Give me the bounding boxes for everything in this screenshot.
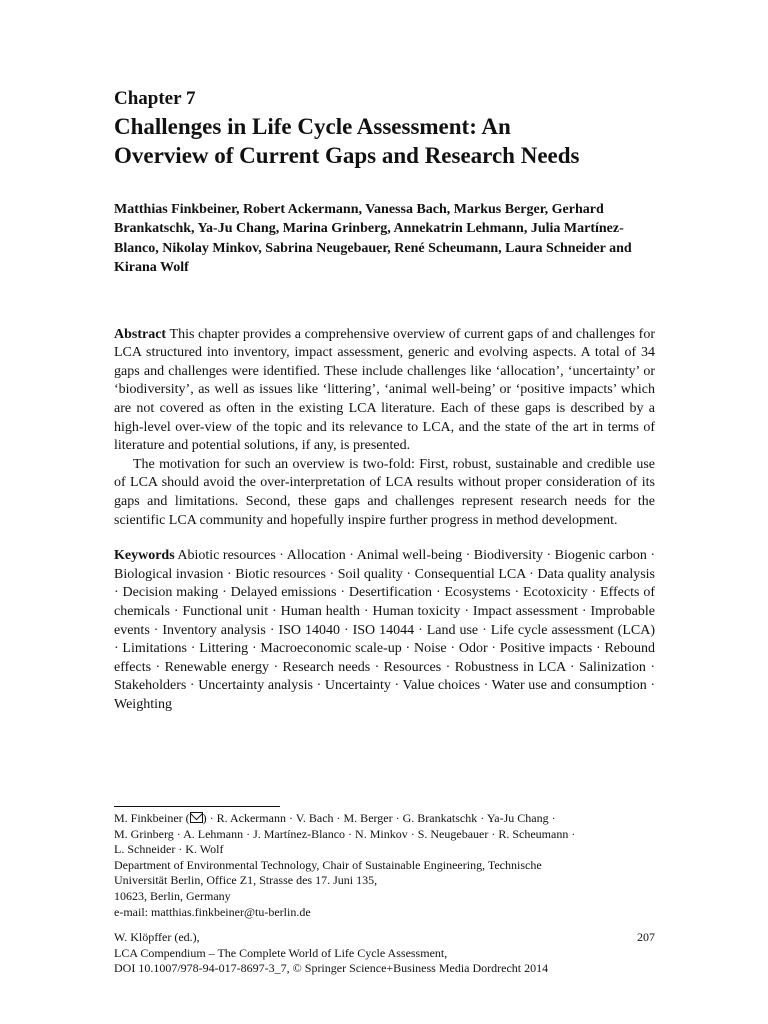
abstract	[114, 326, 655, 531]
footnote-authors-line3: L. Schneider · K. Wolf	[114, 842, 224, 857]
page-number: 207	[637, 930, 655, 944]
author-list: Matthias Finkbeiner, Robert Ackermann, Vanessa Bach, Markus Berger, Gerhard Brankatschk, Ya-Ju Chang, Marina Grinberg, Annekatrin Lehmann, Julia Martínez-Blanco, Nikolay Minkov, Sabrina Neugebauer, René Scheumann, Laura Schneider and Kirana Wolf	[114, 202, 632, 276]
footnote-authors-line1	[114, 811, 655, 827]
abstract-text-1: This chapter provides a comprehensive overview of current gaps of and challenges for LCA structured into inventory, impact assessment, generic and evolving aspects. A total of 34 gaps and challenges were identified. These include challenges like ‘allocation’, ‘uncertainty’ or ‘biodiversity’, as well as issues like ‘littering’, ‘animal well-being’ or ‘positive impacts’ which are not covered as often in the existing LCA literature. Each of these gaps is described by a high-level over-view of the topic and its relevance to LCA, and the state of the art in terms of literature and potential solutions, if any, is presented.	[114, 326, 655, 454]
chapter-title-line2: Overview of Current Gaps and Research Needs	[114, 143, 580, 168]
chapter-page	[114, 88, 655, 715]
publication-doi: DOI 10.1007/978-94-017-8697-3_7, © Springer Science+Business Media Dordrecht 2014	[114, 961, 549, 976]
author-footnote	[114, 811, 655, 920]
abstract-paragraph-1	[114, 326, 655, 456]
publication-book: LCA Compendium – The Complete World of Life Cycle Assessment,	[114, 945, 448, 960]
footnote-authors-text1: ) · R. Ackermann · V. Bach · M. Berger · G. Brankatschk · Ya-Ju Chang ·	[202, 811, 556, 825]
keywords-text: Abiotic resources · Allocation · Animal well-being · Biodiversity · Biogenic carbon · Biological invasion · Biotic resources · Soil quality · Consequential LCA · Data quality analysis · Decision making · Delayed emissions · Desertification · Ecosystems · Ecotoxicity · Effects of chemicals · Functional unit · Human health · Human toxicity · Impact assessment · Improbable events · Inventory analysis · ISO 14040 · ISO 14044 · Land use · Life cycle assessment (LCA) · Limitations · Littering · Macroeconomic scale-up · Noise · Odor · Positive impacts · Rebound effects · Renewable energy · Research needs · Resources · Robustness in LCA · Salinization · Stakeholders · Uncertainty analysis · Uncertainty · Value choices · Water use and consumption · Weighting	[114, 548, 656, 712]
footnote-affiliation-line2: Universität Berlin, Office Z1, Strasse des 17. Juni 135,	[114, 873, 378, 888]
footnote-email: e-mail: matthias.finkbeiner@tu-berlin.de	[114, 904, 311, 919]
publication-editor: W. Klöpffer (ed.),	[114, 930, 200, 944]
keywords-label: Keywords	[114, 548, 175, 564]
footnote-divider	[114, 806, 280, 807]
footnote-first-author: M. Finkbeiner (	[114, 811, 190, 825]
mail-icon	[190, 812, 203, 823]
abstract-paragraph-2: The motivation for such an overview is two-fold: First, robust, sustainable and credible use of LCA should avoid the over-interpretation of LCA results without proper consideration of its gaps and limitations. Second, these gaps and challenges represent research needs for the scientific LCA community and hopefully inspire further progress in method development.	[114, 456, 655, 528]
chapter-title-line1: Challenges in Life Cycle Assessment: An	[114, 114, 511, 139]
keywords	[114, 547, 655, 714]
footnote-affiliation-line1: Department of Environmental Technology, Chair of Sustainable Engineering, Technische	[114, 857, 542, 872]
footnote-authors-line2: M. Grinberg · A. Lehmann · J. Martínez-Blanco · N. Minkov · S. Neugebauer · R. Scheumann ·	[114, 826, 576, 841]
publication-info	[114, 930, 655, 977]
footnote-affiliation-line3: 10623, Berlin, Germany	[114, 888, 231, 903]
chapter-title	[114, 112, 655, 170]
abstract-label: Abstract	[114, 326, 167, 342]
chapter-label: Chapter 7	[114, 88, 196, 109]
